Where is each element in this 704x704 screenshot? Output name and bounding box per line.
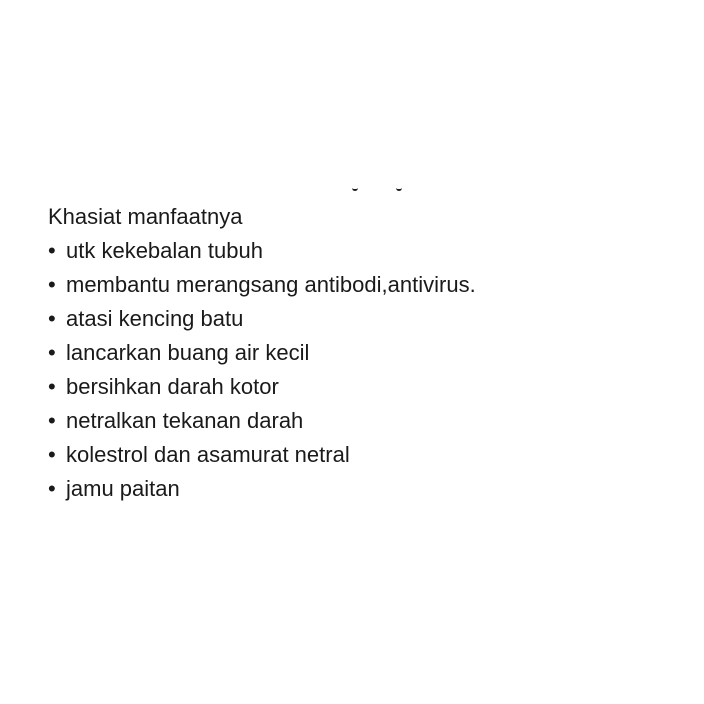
bullet-icon: •: [48, 476, 56, 501]
list-item-text: membantu merangsang antibodi,antivirus.: [66, 272, 476, 297]
clipped-text-descenders: [352, 186, 412, 196]
text-document: [48, 200, 668, 506]
benefit-list: [48, 234, 668, 506]
bullet-icon: •: [48, 272, 56, 297]
heading-text: Khasiat manfaatnya: [48, 204, 243, 229]
list-item: [48, 404, 668, 438]
bullet-icon: •: [48, 306, 56, 331]
list-item-text: atasi kencing batu: [66, 306, 244, 331]
list-item-text: kolestrol dan asamurat netral: [66, 442, 350, 467]
list-item: [48, 268, 668, 302]
list-item-text: jamu paitan: [66, 476, 180, 501]
list-item: [48, 234, 668, 268]
bullet-icon: •: [48, 408, 56, 433]
list-item: [48, 438, 668, 472]
list-item-text: utk kekebalan tubuh: [66, 238, 263, 263]
list-item: [48, 302, 668, 336]
descender-mark: [396, 186, 402, 191]
bullet-icon: •: [48, 238, 56, 263]
bullet-icon: •: [48, 442, 56, 467]
descender-mark: [352, 186, 358, 191]
list-item: [48, 472, 668, 506]
list-item: [48, 336, 668, 370]
bullet-icon: •: [48, 374, 56, 399]
list-item: [48, 370, 668, 404]
list-item-text: bersihkan darah kotor: [66, 374, 279, 399]
list-item-text: netralkan tekanan darah: [66, 408, 304, 433]
list-item-text: lancarkan buang air kecil: [66, 340, 310, 365]
bullet-icon: •: [48, 340, 56, 365]
